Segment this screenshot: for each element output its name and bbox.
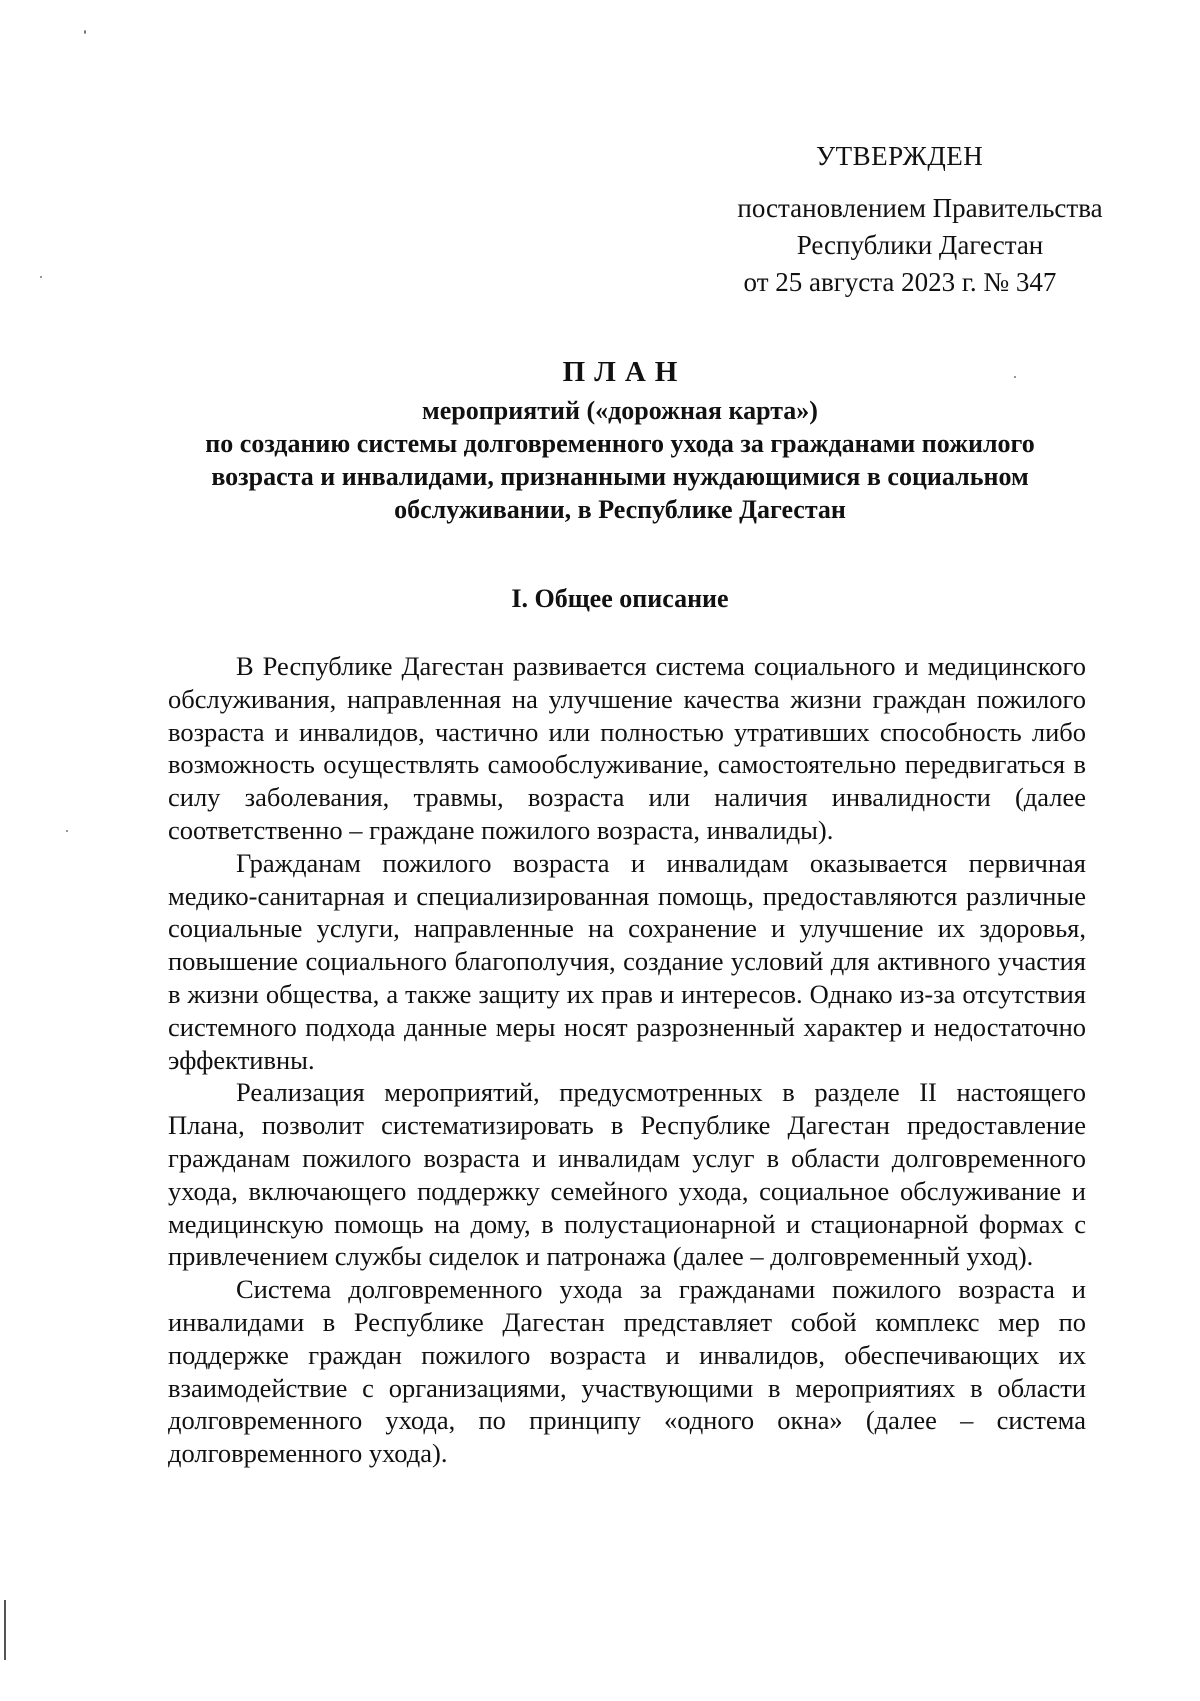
document-title bbox=[150, 356, 1090, 526]
title-line: мероприятий («дорожная карта») bbox=[422, 396, 818, 425]
paragraph: В Республике Дагестан развивается система социального и медицинского обслуживания, направленная на улучшение качества жизни граждан пожилого возраста и инвалидов, частично или полностью утративших способность либо возможность осуществлять самообслуживание, самостоятельно передвигаться в силу заболевания, травмы, возраста или наличия инвалидности (далее соответственно – граждане пожилого возраста, инвалиды). bbox=[168, 651, 1086, 845]
scan-speck bbox=[66, 830, 68, 832]
scan-speck bbox=[84, 30, 86, 34]
scan-speck bbox=[40, 276, 42, 278]
paragraph: Гражданам пожилого возраста и инвалидам оказывается первичная медико-санитарная и специализированная помощь, предоставляются различные социальные услуги, направленные на сохранение и улучшение их здоровья, повышение социального благополучия, создание условий для активного участия в жизни общества, а также защиту их прав и интересов. Однако из-за отсутствия системного подхода данные меры носят разрозненный характер и недостаточно эффективны. bbox=[168, 847, 1086, 1075]
title-line: по созданию системы долговременного ухода за гражданами пожилого bbox=[205, 429, 1035, 458]
paragraph: Реализация мероприятий, предусмотренных в разделе II настоящего Плана, позволит систематизировать в Республике Дагестан предоставление гражданам пожилого возраста и инвалидам услуг в области долговременного ухода, включающего поддержку семейного ухода, социальное обслуживание и медицинскую помощь на дому, в полустационарной и стационарной формах с привлечением службы сиделок и патронажа (далее – долговременный уход). bbox=[168, 1077, 1086, 1272]
section-body bbox=[168, 650, 1086, 1470]
title-line: возраста и инвалидами, признанными нуждающимися в социальном bbox=[211, 462, 1029, 491]
approval-line: постановлением Правительства bbox=[737, 193, 1103, 223]
title-line: обслуживании, в Республике Дагестан bbox=[394, 495, 846, 524]
approval-line: Республики Дагестан bbox=[796, 230, 1044, 260]
approval-block bbox=[700, 190, 1140, 301]
section-heading: I. Общее описание bbox=[511, 584, 729, 613]
paragraph: Система долговременного ухода за гражданами пожилого возраста и инвалидами в Республике Дагестан представляет собой комплекс мер по поддержке граждан пожилого возраста и инвалидов, обеспечивающих их взаимодействие с организациями, участвующими в мероприятиях в области долговременного ухода, по принципу «одного окна» (далее – система долговременного ухода). bbox=[168, 1274, 1086, 1469]
approval-date-line: от 25 августа 2023 г. № 347 bbox=[743, 267, 1057, 297]
scan-edge-line bbox=[4, 1600, 6, 1660]
plan-heading: ПЛАН bbox=[562, 356, 687, 388]
approval-stamp-heading: УТВЕРЖДЕН bbox=[816, 141, 984, 171]
